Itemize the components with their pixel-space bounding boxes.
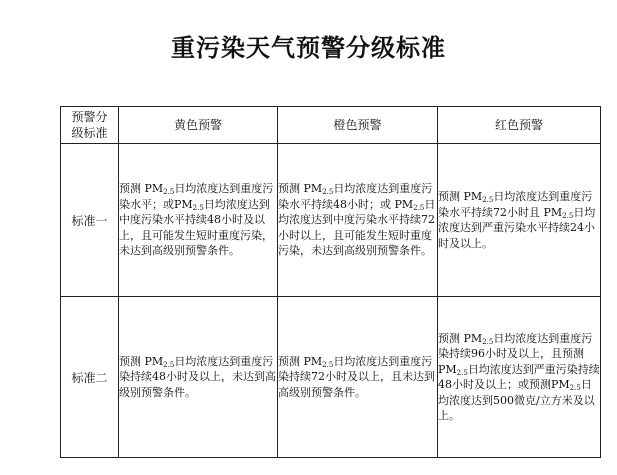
header-yellow-warning: 黄色预警 xyxy=(119,107,278,144)
table-row xyxy=(61,297,601,458)
warning-standards-table xyxy=(60,106,601,458)
header-classification: 预警分级标准 xyxy=(61,107,119,144)
table-row xyxy=(61,144,601,297)
cell-standard-2-orange: 预测 $PM_{2.5}$日均浓度达到重度污染持续72小时及以上，且未达到高级别预警条件。 xyxy=(278,297,438,458)
document-title: 重污染天气预警分级标准 xyxy=(171,34,446,62)
cell-standard-2-yellow: 预测 $PM_{2.5}$日均浓度达到重度污染持续48小时及以上，未达到高级别预警条件。 xyxy=(119,297,278,458)
cell-standard-1-yellow: 预测 $PM_{2.5}$日均浓度达到重度污染水平；或$PM_{2.5}$日均浓度达到中度污染水平持续48小时及以上，且可能发生短时重度污染，未达到高级别预警条件。 xyxy=(119,144,278,297)
row-label-standard-1: 标准一 xyxy=(61,144,119,297)
row-label-standard-2: 标准二 xyxy=(61,297,119,458)
header-red-warning: 红色预警 xyxy=(438,107,601,144)
table-header-row xyxy=(61,107,601,144)
cell-standard-2-red: 预测 $PM_{2.5}$日均浓度达到重度污染持续96小时及以上，且预测 $PM_{2.5}$日均浓度达到严重污染持续48小时及以上；或预测$PM_{2.5}$日均浓度达到500微克/立方米及以上。 xyxy=(438,297,601,458)
cell-standard-1-red: 预测 $PM_{2.5}$日均浓度达到重度污染水平持续72小时且 $PM_{2.5}$日均浓度达到严重污染水平持续24小时及以上。 xyxy=(438,144,601,297)
cell-standard-1-orange: 预测 $PM_{2.5}$日均浓度达到重度污染水平持续48小时；或 $PM_{2.5}$日均浓度达到中度污染水平持续72小时以上，且可能发生短时重度污染，未达到高级别预警条件。 xyxy=(278,144,438,297)
header-orange-warning: 橙色预警 xyxy=(278,107,438,144)
